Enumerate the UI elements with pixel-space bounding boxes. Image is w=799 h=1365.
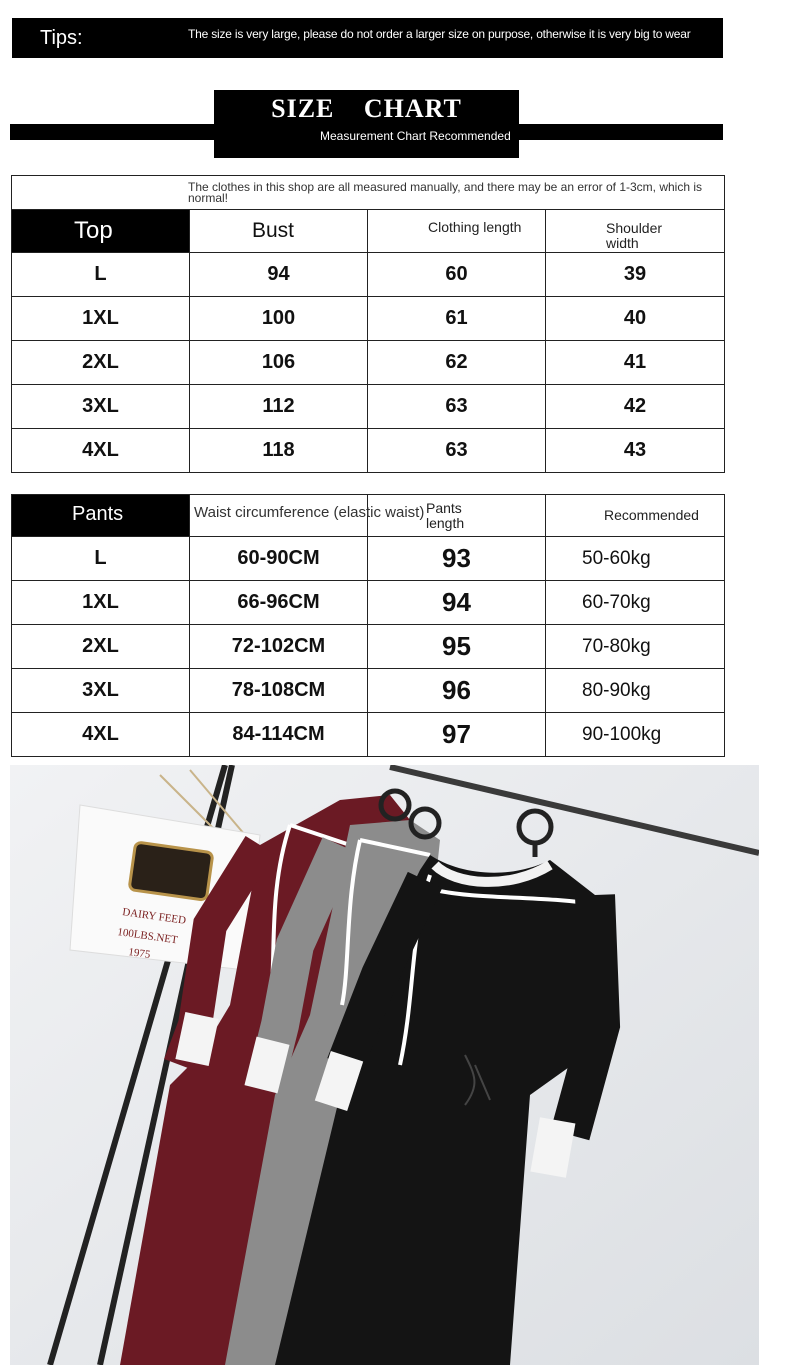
size-cell: 1XL: [12, 581, 190, 625]
svg-text:100LBS.NET: 100LBS.NET: [116, 926, 179, 947]
pants-length-cell: 97: [368, 713, 546, 757]
bust-cell: 118: [190, 429, 368, 473]
recommended-weight-cell: 60-70kg: [546, 581, 725, 625]
svg-text:1975: 1975: [127, 946, 152, 962]
table-row: [12, 669, 725, 713]
table-row: [12, 581, 725, 625]
pants-length-cell: 96: [368, 669, 546, 713]
tips-label: Tips:: [40, 27, 83, 49]
top-size-table: [11, 175, 725, 473]
waist-cell: 60-90CM: [190, 537, 368, 581]
tips-text: The size is very large, please do not order a larger size on purpose, otherwise it is very big to wear: [188, 27, 691, 41]
header-top: Top: [12, 210, 190, 253]
bust-cell: 112: [190, 385, 368, 429]
shoulder-cell: 42: [546, 385, 725, 429]
measurement-note: The clothes in this shop are all measured manually, and there may be an error of 1-3cm, which is normal!: [12, 176, 725, 210]
svg-text:DAIRY FEED: DAIRY FEED: [121, 906, 187, 927]
waist-cell: 84-114CM: [190, 713, 368, 757]
size-cell: 4XL: [12, 713, 190, 757]
waist-cell: 66-96CM: [190, 581, 368, 625]
header-pants: Pants: [12, 495, 190, 537]
waist-cell: 78-108CM: [190, 669, 368, 713]
table-row: [12, 253, 725, 297]
length-cell: 60: [368, 253, 546, 297]
shoulder-cell: 39: [546, 253, 725, 297]
pants-size-table: [11, 494, 725, 757]
table-row: [12, 537, 725, 581]
size-cell: L: [12, 253, 190, 297]
length-cell: 62: [368, 341, 546, 385]
recommended-weight-cell: 50-60kg: [546, 537, 725, 581]
product-photo: [10, 765, 759, 1365]
header-waist: Waist circumference (elastic waist): [190, 495, 368, 537]
shoulder-cell: 40: [546, 297, 725, 341]
header-clothing-length: Clothing length: [368, 210, 546, 253]
table-row: [12, 429, 725, 473]
size-cell: 3XL: [12, 669, 190, 713]
shoulder-cell: 41: [546, 341, 725, 385]
table-row: [12, 713, 725, 757]
bust-cell: 100: [190, 297, 368, 341]
header-shoulder-width: Shoulder width: [546, 210, 725, 253]
size-cell: 3XL: [12, 385, 190, 429]
size-cell: 2XL: [12, 341, 190, 385]
pants-length-cell: 94: [368, 581, 546, 625]
size-chart-banner: [214, 90, 519, 158]
pants-length-cell: 93: [368, 537, 546, 581]
header-recommended: Recommended: [546, 495, 725, 537]
pants-length-cell: 95: [368, 625, 546, 669]
recommended-weight-cell: 90-100kg: [546, 713, 725, 757]
header-bust: Bust: [190, 210, 368, 253]
bust-cell: 106: [190, 341, 368, 385]
product-illustration: [10, 765, 759, 1365]
size-cell: 4XL: [12, 429, 190, 473]
size-cell: L: [12, 537, 190, 581]
recommended-weight-cell: 80-90kg: [546, 669, 725, 713]
length-cell: 61: [368, 297, 546, 341]
size-cell: 1XL: [12, 297, 190, 341]
waist-cell: 72-102CM: [190, 625, 368, 669]
tips-bar: [12, 18, 723, 58]
table-row: [12, 341, 725, 385]
table-row: [12, 625, 725, 669]
banner-title: SIZE CHART: [271, 94, 462, 123]
banner-subtitle: Measurement Chart Recommended: [320, 129, 511, 143]
length-cell: 63: [368, 429, 546, 473]
shoulder-cell: 43: [546, 429, 725, 473]
bust-cell: 94: [190, 253, 368, 297]
table-header-row: [12, 495, 725, 537]
table-row: [12, 297, 725, 341]
table-header-row: [12, 210, 725, 253]
size-cell: 2XL: [12, 625, 190, 669]
table-row: [12, 385, 725, 429]
recommended-weight-cell: 70-80kg: [546, 625, 725, 669]
length-cell: 63: [368, 385, 546, 429]
header-pants-length: Pants length: [368, 495, 546, 537]
